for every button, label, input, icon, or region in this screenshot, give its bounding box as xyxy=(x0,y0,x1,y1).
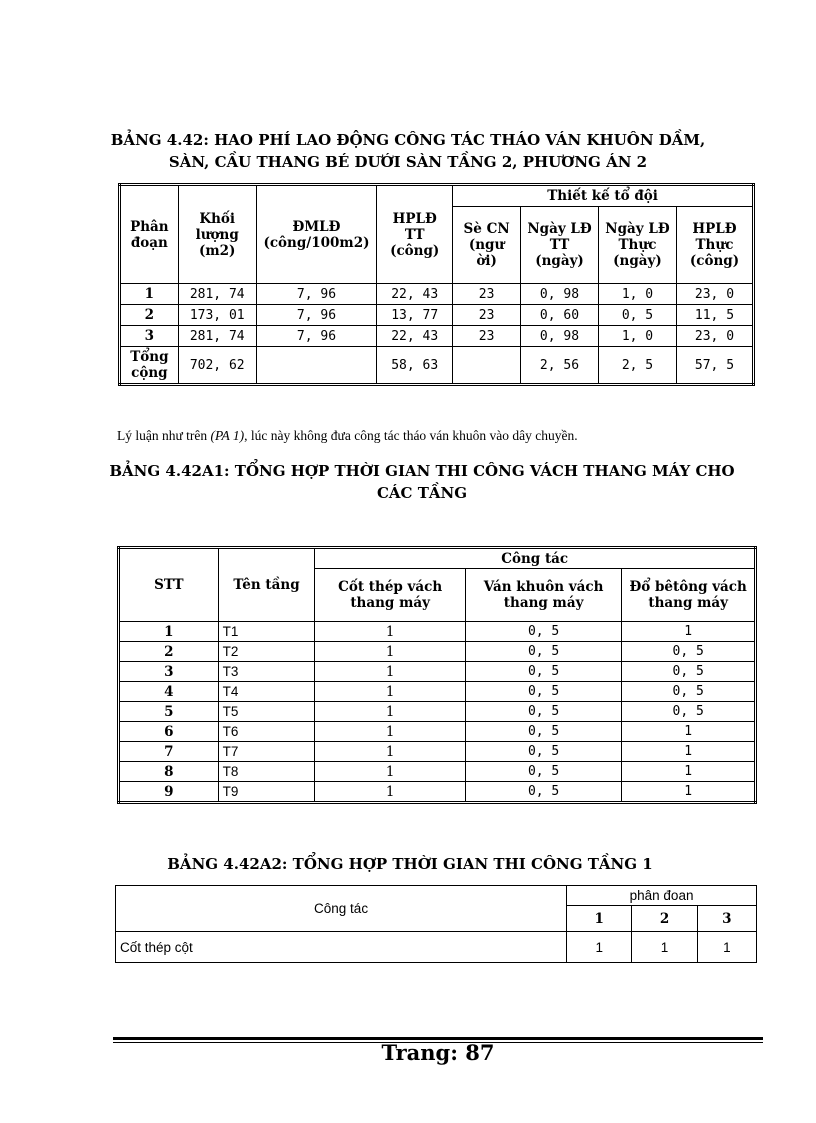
header-ngay-ld-tt: Ngày LĐ TT (ngày) xyxy=(521,207,599,284)
header-cot-thep: Cốt thép vách thang máy xyxy=(315,569,465,622)
cell-ten-tang: T9 xyxy=(218,782,315,803)
header-thiet-ke-to-doi: Thiết kế tổ đội xyxy=(453,185,754,207)
page-number: Trang: 87 xyxy=(381,1040,495,1065)
cell-cot-thep: 1 xyxy=(315,762,465,782)
cell-do-betong: 1 xyxy=(622,782,756,803)
table2-title xyxy=(0,460,816,504)
cell-ngay-ld-thuc: 1, 0 xyxy=(598,284,676,305)
table-row xyxy=(116,932,757,963)
header-phan-doan: Phân đoạn xyxy=(120,185,179,284)
cell-stt: 3 xyxy=(119,662,219,682)
table2-title-line2: CÁC TẦNG xyxy=(376,484,468,502)
header-hpld-tt: HPLĐ TT (công) xyxy=(377,185,453,284)
table-row xyxy=(120,305,754,326)
cell-ngay-ld-tt: 0, 98 xyxy=(521,284,599,305)
cell-do-betong: 0, 5 xyxy=(622,642,756,662)
cell-ten-tang: T4 xyxy=(218,682,315,702)
header-phan-doan-1: 1 xyxy=(567,906,632,932)
floor1-schedule-table xyxy=(115,885,757,963)
header-cong-tac: Công tác xyxy=(315,548,756,569)
cell-van-khuon: 0, 5 xyxy=(465,722,621,742)
table1-title xyxy=(0,129,816,173)
cell-ngay-ld-thuc: 1, 0 xyxy=(598,326,676,347)
cell-se-cn: 23 xyxy=(453,284,521,305)
cell-dmld: 7, 96 xyxy=(256,284,377,305)
cell-total-label: Tổng cộng xyxy=(120,347,179,385)
cell-hpld-tt: 13, 77 xyxy=(377,305,453,326)
header-dmld: ĐMLĐ (công/100m2) xyxy=(256,185,377,284)
cell-van-khuon: 0, 5 xyxy=(465,682,621,702)
cell-do-betong: 1 xyxy=(622,742,756,762)
cell-stt: 6 xyxy=(119,722,219,742)
table-row xyxy=(119,622,756,642)
table-row xyxy=(119,762,756,782)
cell-dmld: 7, 96 xyxy=(256,326,377,347)
table2-body xyxy=(119,622,756,803)
cell-van-khuon: 0, 5 xyxy=(465,782,621,803)
cell-stt: 2 xyxy=(119,642,219,662)
cell-phan-doan-1: 1 xyxy=(567,932,632,963)
cell-hpld-tt: 22, 43 xyxy=(377,284,453,305)
header-phan-doan-3: 3 xyxy=(697,906,756,932)
cell-hpld-tt: 22, 43 xyxy=(377,326,453,347)
cell-stt: 8 xyxy=(119,762,219,782)
cell-cot-thep: 1 xyxy=(315,742,465,762)
table1-title-line1: BẢNG 4.42: HAO PHÍ LAO ĐỘNG CÔNG TÁC THÁO VÁN KHUÔN DẦM, xyxy=(110,131,706,149)
header-cong-tac: Công tác xyxy=(116,886,567,932)
cell-do-betong: 0, 5 xyxy=(622,662,756,682)
header-van-khuon: Ván khuôn vách thang máy xyxy=(465,569,621,622)
table-total-row xyxy=(120,347,754,385)
cell-van-khuon: 0, 5 xyxy=(465,642,621,662)
header-se-cn: Sè CN (ngư ời) xyxy=(453,207,521,284)
cell-phan-doan: 3 xyxy=(120,326,179,347)
table-row xyxy=(119,682,756,702)
paragraph-reference: (PA 1) xyxy=(210,428,245,443)
cell-do-betong: 0, 5 xyxy=(622,702,756,722)
table-row xyxy=(119,642,756,662)
cell-khoi-luong: 281, 74 xyxy=(178,284,256,305)
table-row xyxy=(120,284,754,305)
cell-ten-tang: T6 xyxy=(218,722,315,742)
cell-phan-doan: 2 xyxy=(120,305,179,326)
header-ngay-ld-thuc: Ngày LĐ Thực (ngày) xyxy=(598,207,676,284)
cell-do-betong: 0, 5 xyxy=(622,682,756,702)
table-row xyxy=(119,742,756,762)
cell-stt: 5 xyxy=(119,702,219,722)
cell-cot-thep: 1 xyxy=(315,642,465,662)
cell-van-khuon: 0, 5 xyxy=(465,662,621,682)
cell-cot-thep: 1 xyxy=(315,722,465,742)
cell-ten-tang: T5 xyxy=(218,702,315,722)
cell-stt: 7 xyxy=(119,742,219,762)
cell-cot-thep: 1 xyxy=(315,682,465,702)
cell-dmld: 7, 96 xyxy=(256,305,377,326)
cell-do-betong: 1 xyxy=(622,722,756,742)
labor-cost-table xyxy=(118,183,755,386)
cell-do-betong: 1 xyxy=(622,622,756,642)
cell-van-khuon: 0, 5 xyxy=(465,702,621,722)
cell-cot-thep: 1 xyxy=(315,782,465,803)
cell-cot-thep: 1 xyxy=(315,662,465,682)
cell-khoi-luong: 281, 74 xyxy=(178,326,256,347)
cell-ten-tang: T1 xyxy=(218,622,315,642)
cell-total-hpld-tt: 58, 63 xyxy=(377,347,453,385)
header-hpld-thuc: HPLĐ Thực (công) xyxy=(676,207,753,284)
header-stt: STT xyxy=(119,548,219,622)
cell-ngay-ld-tt: 0, 60 xyxy=(521,305,599,326)
table-row xyxy=(119,702,756,722)
cell-stt: 9 xyxy=(119,782,219,803)
table-row xyxy=(119,662,756,682)
cell-van-khuon: 0, 5 xyxy=(465,762,621,782)
table-row xyxy=(119,722,756,742)
header-phan-doan-2: 2 xyxy=(632,906,697,932)
paragraph-suffix: , lúc này không đưa công tác tháo ván khuôn vào dây chuyền. xyxy=(244,428,578,443)
cell-total-hpld-thuc: 57, 5 xyxy=(676,347,753,385)
table-row xyxy=(119,782,756,803)
cell-van-khuon: 0, 5 xyxy=(465,742,621,762)
cell-ngay-ld-tt: 0, 98 xyxy=(521,326,599,347)
header-khoi-luong: Khối lượng (m2) xyxy=(178,185,256,284)
table2-title-line1: BẢNG 4.42A1: TỔNG HỢP THỜI GIAN THI CÔNG VÁCH THANG MÁY CHO xyxy=(109,462,735,480)
cell-stt: 4 xyxy=(119,682,219,702)
cell-hpld-thuc: 23, 0 xyxy=(676,326,753,347)
body-paragraph xyxy=(117,428,578,444)
cell-ten-tang: T7 xyxy=(218,742,315,762)
header-phan-doan: phân đoan xyxy=(567,886,757,906)
cell-do-betong: 1 xyxy=(622,762,756,782)
cell-khoi-luong: 173, 01 xyxy=(178,305,256,326)
cell-stt: 1 xyxy=(119,622,219,642)
cell-ten-tang: T8 xyxy=(218,762,315,782)
paragraph-prefix: Lý luận như trên xyxy=(117,428,211,443)
cell-phan-doan-3: 1 xyxy=(697,932,756,963)
cell-se-cn: 23 xyxy=(453,305,521,326)
table3-title: BẢNG 4.42A2: TỔNG HỢP THỜI GIAN THI CÔNG TẦNG 1 xyxy=(167,855,653,873)
cell-hpld-thuc: 23, 0 xyxy=(676,284,753,305)
cell-total-dmld xyxy=(256,347,377,385)
header-ten-tang: Tên tầng xyxy=(218,548,315,622)
cell-se-cn: 23 xyxy=(453,326,521,347)
cell-total-se-cn xyxy=(453,347,521,385)
cell-ten-tang: T3 xyxy=(218,662,315,682)
cell-phan-doan: 1 xyxy=(120,284,179,305)
cell-ngay-ld-thuc: 0, 5 xyxy=(598,305,676,326)
table1-title-line2: SÀN, CẦU THANG BÉ DƯỚI SÀN TẦNG 2, PHƯƠNG ÁN 2 xyxy=(168,153,648,171)
cell-total-khoi-luong: 702, 62 xyxy=(178,347,256,385)
cell-cot-thep: 1 xyxy=(315,622,465,642)
cell-hpld-thuc: 11, 5 xyxy=(676,305,753,326)
cell-total-ngay-ld-thuc: 2, 5 xyxy=(598,347,676,385)
header-do-betong: Đổ bêtông vách thang máy xyxy=(622,569,756,622)
table-row xyxy=(120,326,754,347)
cell-total-ngay-ld-tt: 2, 56 xyxy=(521,347,599,385)
cell-van-khuon: 0, 5 xyxy=(465,622,621,642)
cell-cong-tac: Cốt thép cột xyxy=(116,932,567,963)
cell-ten-tang: T2 xyxy=(218,642,315,662)
cell-phan-doan-2: 1 xyxy=(632,932,697,963)
elevator-wall-schedule-table xyxy=(117,546,757,804)
cell-cot-thep: 1 xyxy=(315,702,465,722)
